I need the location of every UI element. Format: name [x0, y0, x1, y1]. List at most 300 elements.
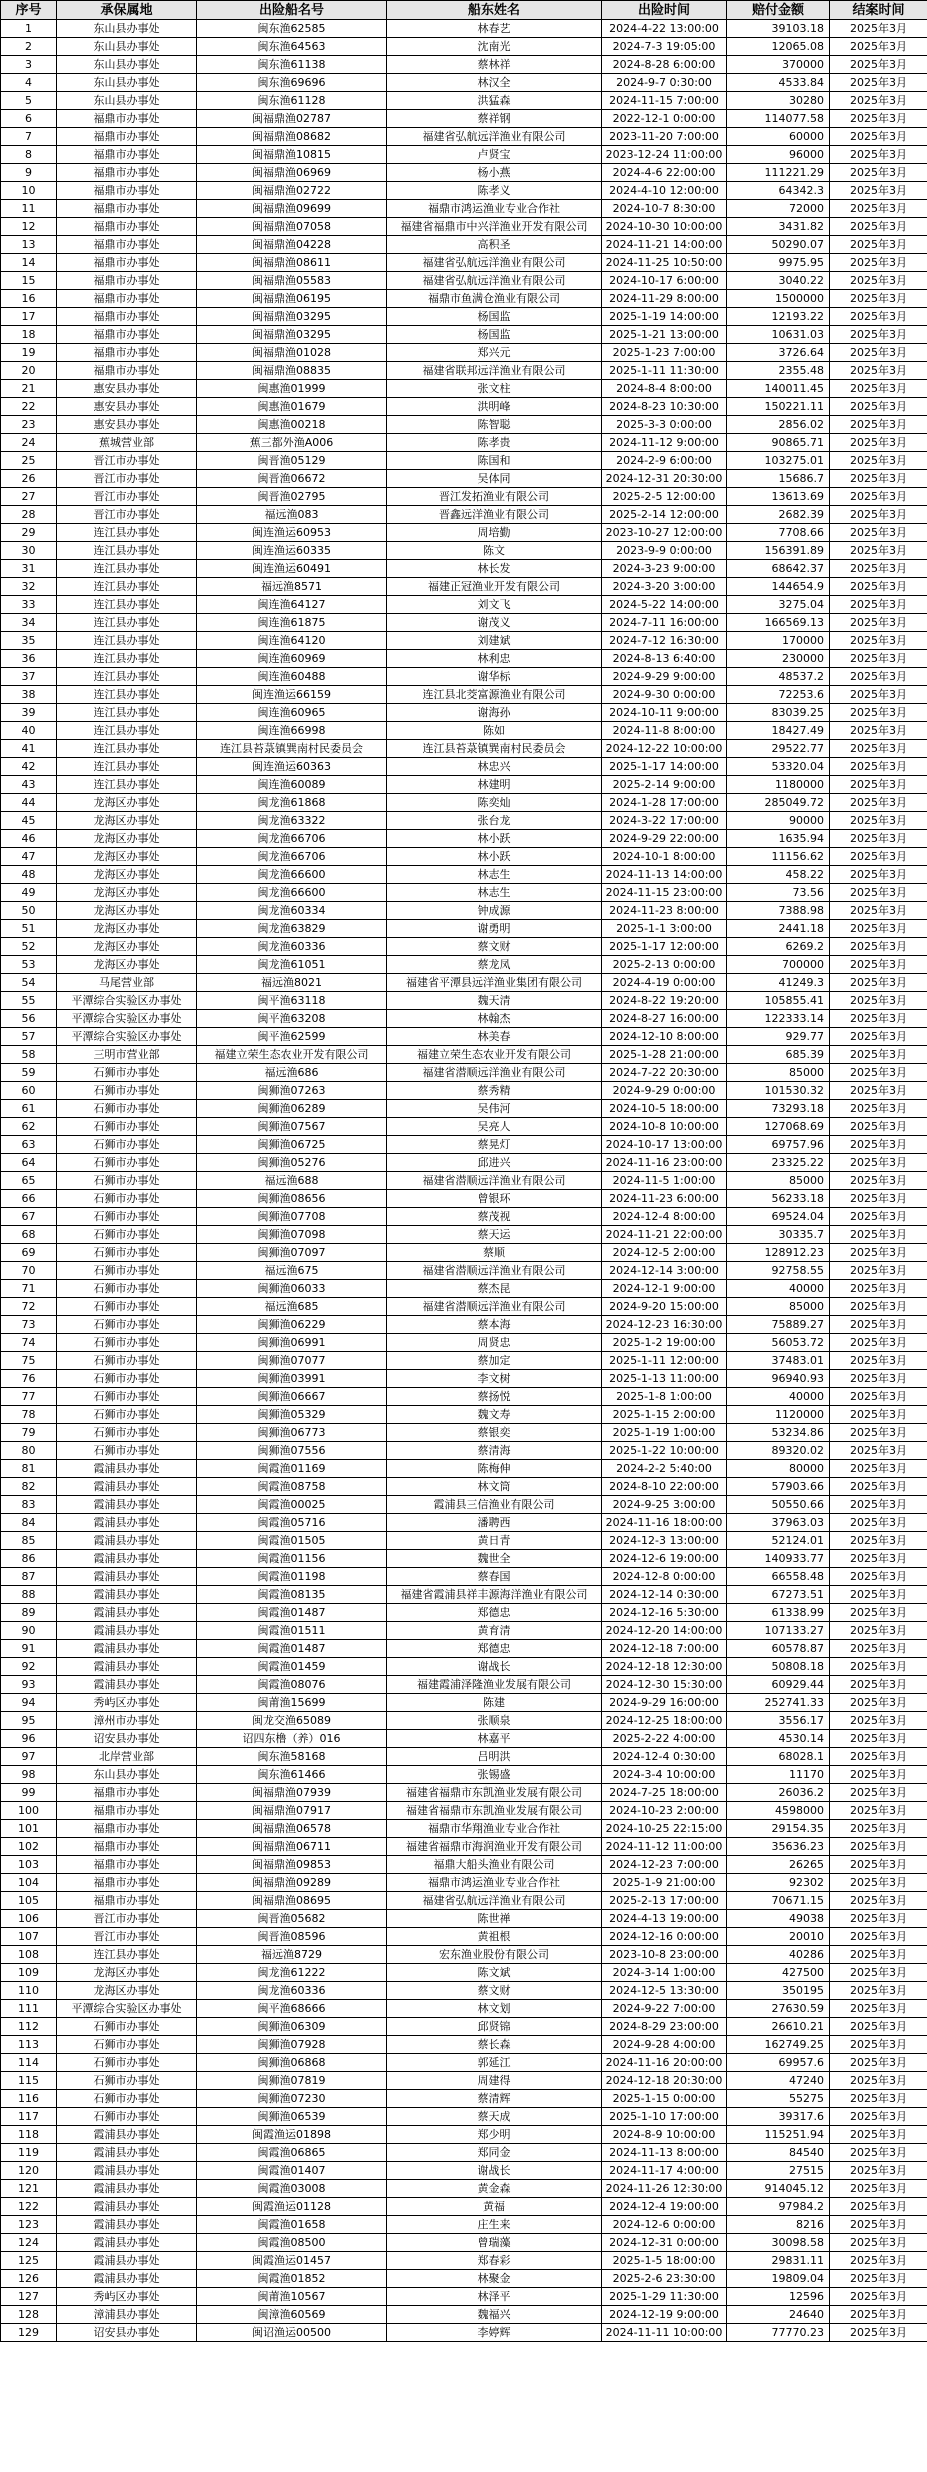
- cell-branch: 石狮市办事处: [57, 1262, 197, 1280]
- cell-amount: 27630.59: [727, 2000, 830, 2018]
- table-row: [1, 650, 927, 668]
- cell-owner: 吴亮人: [387, 1118, 602, 1136]
- cell-owner: 福建正冠渔业开发有限公司: [387, 578, 602, 596]
- cell-close-date: 2025年3月: [830, 2126, 927, 2144]
- cell-branch: 福鼎市办事处: [57, 200, 197, 218]
- cell-branch: 霞浦县办事处: [57, 1604, 197, 1622]
- cell-amount: 26265: [727, 1856, 830, 1874]
- cell-owner: 吕明洪: [387, 1748, 602, 1766]
- cell-amount: 29522.77: [727, 740, 830, 758]
- cell-branch: 连江县办事处: [57, 740, 197, 758]
- cell-index: 27: [1, 488, 57, 506]
- cell-vessel: 闽霞渔运01898: [197, 2126, 387, 2144]
- cell-index: 112: [1, 2018, 57, 2036]
- cell-index: 80: [1, 1442, 57, 1460]
- cell-owner: 福建省福鼎市中兴洋渔业开发有限公司: [387, 218, 602, 236]
- table-row: [1, 290, 927, 308]
- cell-amount: 60929.44: [727, 1676, 830, 1694]
- cell-owner: 黄育清: [387, 1622, 602, 1640]
- cell-owner: 陈孝义: [387, 182, 602, 200]
- cell-amount: 85000: [727, 1298, 830, 1316]
- cell-index: 28: [1, 506, 57, 524]
- cell-vessel: 闽狮渔05276: [197, 1154, 387, 1172]
- cell-amount: 66558.48: [727, 1568, 830, 1586]
- cell-incident-time: 2024-8-22 19:20:00: [602, 992, 727, 1010]
- cell-vessel: 闽福鼎渔05583: [197, 272, 387, 290]
- cell-branch: 龙海区办事处: [57, 848, 197, 866]
- cell-branch: 龙海区办事处: [57, 938, 197, 956]
- cell-vessel: 闽狮渔07567: [197, 1118, 387, 1136]
- cell-branch: 霞浦县办事处: [57, 2216, 197, 2234]
- cell-owner: 陈梅伸: [387, 1460, 602, 1478]
- cell-close-date: 2025年3月: [830, 1622, 927, 1640]
- table-row: [1, 1604, 927, 1622]
- table-row: [1, 1262, 927, 1280]
- cell-incident-time: 2025-1-15 2:00:00: [602, 1406, 727, 1424]
- cell-incident-time: 2024-11-23 6:00:00: [602, 1190, 727, 1208]
- cell-close-date: 2025年3月: [830, 164, 927, 182]
- cell-amount: 2682.39: [727, 506, 830, 524]
- cell-index: 126: [1, 2270, 57, 2288]
- cell-close-date: 2025年3月: [830, 1118, 927, 1136]
- table-row: [1, 1442, 927, 1460]
- cell-index: 70: [1, 1262, 57, 1280]
- cell-close-date: 2025年3月: [830, 1190, 927, 1208]
- cell-incident-time: 2024-11-25 10:50:00: [602, 254, 727, 272]
- cell-branch: 霞浦县办事处: [57, 1586, 197, 1604]
- cell-branch: 福鼎市办事处: [57, 1874, 197, 1892]
- cell-owner: 谢战长: [387, 1658, 602, 1676]
- cell-owner: 福建省平潭县远洋渔业集团有限公司: [387, 974, 602, 992]
- cell-index: 64: [1, 1154, 57, 1172]
- cell-vessel: 闽连渔64127: [197, 596, 387, 614]
- cell-index: 67: [1, 1208, 57, 1226]
- cell-owner: 福建省潜顺远洋渔业有限公司: [387, 1298, 602, 1316]
- cell-branch: 漳州市办事处: [57, 1712, 197, 1730]
- cell-vessel: 连江县苔菉镇巽南村民委员会: [197, 740, 387, 758]
- cell-amount: 1120000: [727, 1406, 830, 1424]
- cell-branch: 平潭综合实验区办事处: [57, 1010, 197, 1028]
- cell-index: 43: [1, 776, 57, 794]
- cell-incident-time: 2024-12-5 13:30:00: [602, 1982, 727, 2000]
- cell-branch: 霞浦县办事处: [57, 2126, 197, 2144]
- cell-index: 45: [1, 812, 57, 830]
- cell-owner: 黄福: [387, 2198, 602, 2216]
- cell-owner: 连江县苔菉镇巽南村民委员会: [387, 740, 602, 758]
- cell-amount: 6269.2: [727, 938, 830, 956]
- cell-amount: 30098.58: [727, 2234, 830, 2252]
- table-row: [1, 2072, 927, 2090]
- cell-incident-time: 2024-2-2 5:40:00: [602, 1460, 727, 1478]
- table-row: [1, 326, 927, 344]
- cell-close-date: 2025年3月: [830, 1910, 927, 1928]
- cell-owner: 林利忠: [387, 650, 602, 668]
- cell-close-date: 2025年3月: [830, 38, 927, 56]
- cell-incident-time: 2023-12-24 11:00:00: [602, 146, 727, 164]
- cell-close-date: 2025年3月: [830, 1226, 927, 1244]
- cell-amount: 1180000: [727, 776, 830, 794]
- table-row: [1, 92, 927, 110]
- cell-close-date: 2025年3月: [830, 1874, 927, 1892]
- table-row: [1, 956, 927, 974]
- table-row: [1, 2018, 927, 2036]
- cell-amount: 12193.22: [727, 308, 830, 326]
- header-owner: 船东姓名: [387, 1, 602, 20]
- cell-close-date: 2025年3月: [830, 2180, 927, 2198]
- cell-index: 29: [1, 524, 57, 542]
- cell-close-date: 2025年3月: [830, 182, 927, 200]
- cell-vessel: 闽连渔60965: [197, 704, 387, 722]
- cell-amount: 3040.22: [727, 272, 830, 290]
- cell-branch: 晋江市办事处: [57, 452, 197, 470]
- table-row: [1, 704, 927, 722]
- cell-owner: 林泽平: [387, 2288, 602, 2306]
- cell-incident-time: 2024-11-29 8:00:00: [602, 290, 727, 308]
- cell-incident-time: 2025-1-17 12:00:00: [602, 938, 727, 956]
- cell-owner: 黄金森: [387, 2180, 602, 2198]
- cell-branch: 石狮市办事处: [57, 1388, 197, 1406]
- cell-owner: 郑兴元: [387, 344, 602, 362]
- cell-amount: 127068.69: [727, 1118, 830, 1136]
- table-row: [1, 1694, 927, 1712]
- cell-incident-time: 2024-9-7 0:30:00: [602, 74, 727, 92]
- cell-close-date: 2025年3月: [830, 110, 927, 128]
- cell-incident-time: 2024-9-28 4:00:00: [602, 2036, 727, 2054]
- table-row: [1, 1658, 927, 1676]
- cell-incident-time: 2024-11-23 8:00:00: [602, 902, 727, 920]
- cell-index: 14: [1, 254, 57, 272]
- cell-incident-time: 2025-2-6 23:30:00: [602, 2270, 727, 2288]
- table-row: [1, 1766, 927, 1784]
- cell-close-date: 2025年3月: [830, 2252, 927, 2270]
- cell-index: 38: [1, 686, 57, 704]
- cell-close-date: 2025年3月: [830, 1658, 927, 1676]
- cell-incident-time: 2025-1-8 1:00:00: [602, 1388, 727, 1406]
- table-row: [1, 1928, 927, 1946]
- table-row: [1, 272, 927, 290]
- cell-amount: 156391.89: [727, 542, 830, 560]
- cell-owner: 蔡天运: [387, 1226, 602, 1244]
- cell-incident-time: 2024-12-18 20:30:00: [602, 2072, 727, 2090]
- cell-index: 40: [1, 722, 57, 740]
- cell-branch: 石狮市办事处: [57, 1154, 197, 1172]
- cell-close-date: 2025年3月: [830, 1820, 927, 1838]
- cell-vessel: 闽狮渔07556: [197, 1442, 387, 1460]
- table-row: [1, 1730, 927, 1748]
- cell-vessel: 闽福鼎渔09699: [197, 200, 387, 218]
- cell-incident-time: 2025-2-14 12:00:00: [602, 506, 727, 524]
- table-row: [1, 470, 927, 488]
- cell-owner: 洪明峰: [387, 398, 602, 416]
- cell-close-date: 2025年3月: [830, 2108, 927, 2126]
- cell-index: 32: [1, 578, 57, 596]
- header-incident-time: 出险时间: [602, 1, 727, 20]
- cell-amount: 60000: [727, 128, 830, 146]
- cell-amount: 96000: [727, 146, 830, 164]
- cell-owner: 福建省福鼎市海润渔业开发有限公司: [387, 1838, 602, 1856]
- cell-owner: 蔡林祥: [387, 56, 602, 74]
- cell-owner: 林小跃: [387, 830, 602, 848]
- cell-amount: 700000: [727, 956, 830, 974]
- cell-vessel: 闽霞渔01658: [197, 2216, 387, 2234]
- cell-amount: 53234.86: [727, 1424, 830, 1442]
- cell-owner: 福建省弘航远洋渔业有限公司: [387, 254, 602, 272]
- cell-owner: 陈奕灿: [387, 794, 602, 812]
- cell-close-date: 2025年3月: [830, 1406, 927, 1424]
- cell-close-date: 2025年3月: [830, 1712, 927, 1730]
- cell-amount: 80000: [727, 1460, 830, 1478]
- cell-incident-time: 2025-2-13 17:00:00: [602, 1892, 727, 1910]
- cell-amount: 20010: [727, 1928, 830, 1946]
- cell-close-date: 2025年3月: [830, 1046, 927, 1064]
- cell-vessel: 闽霞渔08076: [197, 1676, 387, 1694]
- table-row: [1, 452, 927, 470]
- cell-amount: 92758.55: [727, 1262, 830, 1280]
- cell-amount: 90865.71: [727, 434, 830, 452]
- cell-close-date: 2025年3月: [830, 1694, 927, 1712]
- cell-amount: 55275: [727, 2090, 830, 2108]
- cell-close-date: 2025年3月: [830, 884, 927, 902]
- cell-owner: 张文柱: [387, 380, 602, 398]
- table-row: [1, 1334, 927, 1352]
- cell-incident-time: 2024-8-9 10:00:00: [602, 2126, 727, 2144]
- cell-owner: 吴体同: [387, 470, 602, 488]
- cell-index: 124: [1, 2234, 57, 2252]
- cell-vessel: 闽晋渔08596: [197, 1928, 387, 1946]
- cell-branch: 晋江市办事处: [57, 470, 197, 488]
- cell-amount: 111221.29: [727, 164, 830, 182]
- table-row: [1, 2090, 927, 2108]
- cell-owner: 蔡本海: [387, 1316, 602, 1334]
- cell-index: 68: [1, 1226, 57, 1244]
- cell-branch: 霞浦县办事处: [57, 1550, 197, 1568]
- cell-index: 25: [1, 452, 57, 470]
- cell-amount: 150221.11: [727, 398, 830, 416]
- cell-vessel: 闽福鼎渔04228: [197, 236, 387, 254]
- table-row: [1, 1586, 927, 1604]
- cell-incident-time: 2024-10-1 8:00:00: [602, 848, 727, 866]
- cell-amount: 140011.45: [727, 380, 830, 398]
- cell-vessel: 闽龙渔60334: [197, 902, 387, 920]
- table-row: [1, 1838, 927, 1856]
- cell-amount: 105855.41: [727, 992, 830, 1010]
- cell-vessel: 闽狮渔06667: [197, 1388, 387, 1406]
- cell-owner: 福鼎市鸿运渔业专业合作社: [387, 200, 602, 218]
- cell-vessel: 闽连渔运60491: [197, 560, 387, 578]
- cell-branch: 东山县办事处: [57, 92, 197, 110]
- cell-incident-time: 2024-4-19 0:00:00: [602, 974, 727, 992]
- cell-owner: 陈文: [387, 542, 602, 560]
- cell-incident-time: 2024-10-25 22:15:00: [602, 1820, 727, 1838]
- table-row: [1, 884, 927, 902]
- cell-vessel: 闽东渔58168: [197, 1748, 387, 1766]
- cell-branch: 霞浦县办事处: [57, 1676, 197, 1694]
- cell-owner: 宏东渔业股份有限公司: [387, 1946, 602, 1964]
- cell-vessel: 福远渔8729: [197, 1946, 387, 1964]
- cell-vessel: 闽狮渔06773: [197, 1424, 387, 1442]
- cell-close-date: 2025年3月: [830, 488, 927, 506]
- cell-amount: 11170: [727, 1766, 830, 1784]
- cell-owner: 蔡文财: [387, 1982, 602, 2000]
- table-row: [1, 1190, 927, 1208]
- table-row: [1, 200, 927, 218]
- table-row: [1, 1874, 927, 1892]
- cell-branch: 霞浦县办事处: [57, 2144, 197, 2162]
- cell-index: 1: [1, 20, 57, 38]
- cell-amount: 50550.66: [727, 1496, 830, 1514]
- cell-vessel: 闽福鼎渔08682: [197, 128, 387, 146]
- cell-owner: 谢海孙: [387, 704, 602, 722]
- cell-incident-time: 2025-1-11 11:30:00: [602, 362, 727, 380]
- cell-owner: 蔡文财: [387, 938, 602, 956]
- cell-close-date: 2025年3月: [830, 1478, 927, 1496]
- cell-incident-time: 2025-1-11 12:00:00: [602, 1352, 727, 1370]
- cell-vessel: 闽福鼎渔03295: [197, 326, 387, 344]
- cell-incident-time: 2024-4-10 12:00:00: [602, 182, 727, 200]
- cell-amount: 53320.04: [727, 758, 830, 776]
- table-row: [1, 128, 927, 146]
- cell-close-date: 2025年3月: [830, 614, 927, 632]
- cell-vessel: 闽福鼎渔09853: [197, 1856, 387, 1874]
- cell-incident-time: 2024-4-22 13:00:00: [602, 20, 727, 38]
- table-row: [1, 38, 927, 56]
- cell-close-date: 2025年3月: [830, 1928, 927, 1946]
- cell-incident-time: 2024-11-26 12:30:00: [602, 2180, 727, 2198]
- cell-owner: 刘文飞: [387, 596, 602, 614]
- cell-incident-time: 2025-2-22 4:00:00: [602, 1730, 727, 1748]
- cell-incident-time: 2024-12-30 15:30:00: [602, 1676, 727, 1694]
- table-row: [1, 1298, 927, 1316]
- cell-incident-time: 2024-9-29 16:00:00: [602, 1694, 727, 1712]
- cell-vessel: 闽连渔60488: [197, 668, 387, 686]
- cell-amount: 2441.18: [727, 920, 830, 938]
- cell-close-date: 2025年3月: [830, 326, 927, 344]
- cell-owner: 曾瑞藻: [387, 2234, 602, 2252]
- cell-incident-time: 2024-4-13 19:00:00: [602, 1910, 727, 1928]
- cell-owner: 谢茂义: [387, 614, 602, 632]
- table-row: [1, 830, 927, 848]
- cell-amount: 114077.58: [727, 110, 830, 128]
- cell-close-date: 2025年3月: [830, 434, 927, 452]
- cell-vessel: 闽狮渔07928: [197, 2036, 387, 2054]
- cell-vessel: 闽龙渔66600: [197, 866, 387, 884]
- cell-vessel: 福远渔8021: [197, 974, 387, 992]
- cell-owner: 魏福兴: [387, 2306, 602, 2324]
- cell-incident-time: 2024-7-25 18:00:00: [602, 1784, 727, 1802]
- cell-close-date: 2025年3月: [830, 992, 927, 1010]
- cell-close-date: 2025年3月: [830, 866, 927, 884]
- cell-index: 51: [1, 920, 57, 938]
- cell-owner: 蔡清辉: [387, 2090, 602, 2108]
- cell-branch: 龙海区办事处: [57, 884, 197, 902]
- cell-owner: 林小跃: [387, 848, 602, 866]
- cell-index: 66: [1, 1190, 57, 1208]
- cell-incident-time: 2024-8-4 8:00:00: [602, 380, 727, 398]
- table-row: [1, 20, 927, 38]
- cell-amount: 1635.94: [727, 830, 830, 848]
- cell-vessel: 闽狮渔06539: [197, 2108, 387, 2126]
- cell-incident-time: 2024-12-14 3:00:00: [602, 1262, 727, 1280]
- cell-amount: 52124.01: [727, 1532, 830, 1550]
- table-row: [1, 938, 927, 956]
- cell-incident-time: 2024-11-13 14:00:00: [602, 866, 727, 884]
- cell-close-date: 2025年3月: [830, 704, 927, 722]
- table-row: [1, 1064, 927, 1082]
- cell-index: 115: [1, 2072, 57, 2090]
- cell-amount: 49038: [727, 1910, 830, 1928]
- cell-vessel: 福建立荣生态农业开发有限公司: [197, 1046, 387, 1064]
- cell-index: 4: [1, 74, 57, 92]
- cell-branch: 霞浦县办事处: [57, 1532, 197, 1550]
- cell-branch: 石狮市办事处: [57, 1118, 197, 1136]
- cell-index: 84: [1, 1514, 57, 1532]
- cell-index: 92: [1, 1658, 57, 1676]
- cell-amount: 48537.2: [727, 668, 830, 686]
- cell-vessel: 闽狮渔07230: [197, 2090, 387, 2108]
- cell-close-date: 2025年3月: [830, 308, 927, 326]
- cell-vessel: 闽霞渔08135: [197, 1586, 387, 1604]
- cell-branch: 连江县办事处: [57, 614, 197, 632]
- cell-owner: 连江县北茭富源渔业有限公司: [387, 686, 602, 704]
- cell-incident-time: 2024-3-22 17:00:00: [602, 812, 727, 830]
- table-row: [1, 506, 927, 524]
- cell-vessel: 闽龙渔60336: [197, 938, 387, 956]
- cell-close-date: 2025年3月: [830, 1892, 927, 1910]
- cell-index: 82: [1, 1478, 57, 1496]
- cell-owner: 蔡晃灯: [387, 1136, 602, 1154]
- cell-incident-time: 2024-2-9 6:00:00: [602, 452, 727, 470]
- cell-vessel: 闽福鼎渔08695: [197, 1892, 387, 1910]
- cell-close-date: 2025年3月: [830, 56, 927, 74]
- cell-amount: 69757.96: [727, 1136, 830, 1154]
- cell-index: 101: [1, 1820, 57, 1838]
- cell-vessel: 闽福鼎渔02722: [197, 182, 387, 200]
- cell-amount: 370000: [727, 56, 830, 74]
- header-branch: 承保属地: [57, 1, 197, 20]
- cell-incident-time: 2024-11-21 14:00:00: [602, 236, 727, 254]
- cell-close-date: 2025年3月: [830, 1802, 927, 1820]
- cell-owner: 霞浦县三信渔业有限公司: [387, 1496, 602, 1514]
- cell-close-date: 2025年3月: [830, 794, 927, 812]
- cell-close-date: 2025年3月: [830, 452, 927, 470]
- cell-index: 89: [1, 1604, 57, 1622]
- cell-owner: 刘建斌: [387, 632, 602, 650]
- cell-vessel: 闽狮渔07097: [197, 1244, 387, 1262]
- cell-index: 99: [1, 1784, 57, 1802]
- cell-branch: 福鼎市办事处: [57, 1820, 197, 1838]
- cell-index: 56: [1, 1010, 57, 1028]
- cell-amount: 73293.18: [727, 1100, 830, 1118]
- cell-incident-time: 2025-1-17 14:00:00: [602, 758, 727, 776]
- cell-index: 10: [1, 182, 57, 200]
- table-row: [1, 740, 927, 758]
- cell-vessel: 闽福鼎渔01028: [197, 344, 387, 362]
- cell-close-date: 2025年3月: [830, 722, 927, 740]
- cell-close-date: 2025年3月: [830, 1370, 927, 1388]
- cell-branch: 连江县办事处: [57, 758, 197, 776]
- cell-index: 22: [1, 398, 57, 416]
- cell-amount: 12065.08: [727, 38, 830, 56]
- cell-close-date: 2025年3月: [830, 920, 927, 938]
- cell-amount: 64342.3: [727, 182, 830, 200]
- cell-owner: 林聚金: [387, 2270, 602, 2288]
- cell-branch: 福鼎市办事处: [57, 1856, 197, 1874]
- cell-index: 55: [1, 992, 57, 1010]
- cell-amount: 72253.6: [727, 686, 830, 704]
- cell-incident-time: 2024-8-29 23:00:00: [602, 2018, 727, 2036]
- cell-vessel: 闽狮渔06229: [197, 1316, 387, 1334]
- cell-incident-time: 2025-1-22 10:00:00: [602, 1442, 727, 1460]
